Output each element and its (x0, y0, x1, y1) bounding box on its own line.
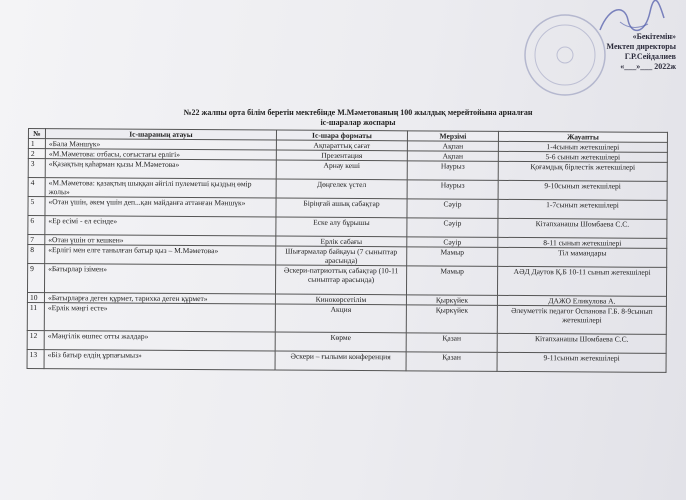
table-row (27, 302, 666, 334)
row-event-format: Кинокөрсетілім (275, 294, 406, 305)
row-number: 8 (28, 245, 45, 264)
row-responsible: ДАЖО Еликулова А. (497, 295, 666, 306)
row-responsible: Тіл мамандары (498, 247, 667, 267)
row-event-format: Акция (275, 304, 406, 333)
row-event-name: «М.Мәметова: қазақтың шыққан әйгілі пулеметші қыздың өмір жолы» (45, 178, 276, 198)
row-term: Қыркүйек (406, 305, 497, 334)
row-number: 9 (27, 264, 44, 293)
row-term: Наурыз (407, 180, 498, 200)
row-responsible: 9-11сынып жетекшілері (497, 352, 666, 372)
row-event-name: «Қазақтың қаһарман қызы М.Мәметова» (45, 159, 276, 179)
row-term: Наурыз (407, 161, 498, 181)
table-row (27, 264, 666, 297)
row-responsible: 9-10сынып жетекшілері (498, 180, 667, 200)
row-event-name: «Мәңгілік өшпес отты жалдар» (44, 331, 275, 351)
row-term: Сәуір (407, 199, 498, 219)
table-row (27, 349, 666, 372)
row-responsible: Кітапханашы Шомбаева С.С. (498, 218, 667, 238)
row-event-name: «М.Мәметова: отбасы, соғыстағы ерлігі» (45, 149, 276, 160)
title-line-2: іс-шаралар жоспары (320, 118, 396, 127)
document-title (40, 108, 676, 128)
row-responsible: 1-7сынып жетекшілері (498, 199, 667, 219)
row-event-name: «Ерлігі мен елге танылған батыр қыз – М.Мәметова» (45, 245, 276, 265)
row-responsible: АӘД Даутов Қ.Б 10-11 сынып жетекшілері (497, 266, 666, 296)
row-number: 12 (27, 330, 44, 349)
events-table (27, 128, 668, 373)
row-event-format: Әскери-патриоттық сабақтар (10-11 сыныптар арасында) (275, 265, 406, 295)
row-number: 7 (28, 235, 45, 245)
row-event-format: Арнау кеші (276, 160, 407, 180)
title-line-1: №22 жалпы орта білім беретін мектебінде М.Мәметованың 100 жылдық мерейтойына арналған (183, 108, 533, 117)
approval-signatory: Г.Р.Сейдалиев (624, 52, 676, 61)
row-event-name: «Біз батыр елдің ұрпағымыз» (44, 350, 275, 370)
row-term: Қазан (406, 352, 497, 372)
row-term: Ақпан (407, 151, 498, 162)
row-event-name: «Батырлар ізімен» (44, 264, 275, 294)
row-event-name: «Отан үшін от кешкен» (45, 235, 276, 246)
row-event-name: «Бала Мәншүк» (45, 139, 276, 150)
row-term: Ақпан (407, 141, 498, 152)
row-number: 4 (28, 178, 45, 197)
row-event-format: Көрме (275, 332, 406, 352)
header-event-format: Іс-шара форматы (276, 130, 407, 141)
row-number: 10 (27, 293, 44, 303)
row-term: Қазан (406, 333, 497, 353)
row-event-name: «Батырларға деген құрмет, тарихка деген құрмет» (44, 293, 275, 304)
row-number: 3 (28, 159, 45, 178)
row-term: Мамыр (407, 247, 498, 267)
row-responsible: 8-11 сынып жетекшілері (498, 237, 667, 248)
row-event-format: Дөңгелек үстел (276, 179, 407, 199)
row-term: Қыркүйек (406, 295, 497, 306)
row-event-format: Ақпараттық сағат (276, 140, 407, 151)
row-term: Сәуір (407, 237, 498, 248)
row-number: 1 (28, 139, 45, 149)
row-responsible: Кітапханашы Шомбаева С.С. (497, 333, 666, 353)
row-event-format: Презентация (276, 150, 407, 161)
row-event-name: «Ер есімі - ел есінде» (45, 216, 276, 236)
header-number: № (28, 129, 45, 139)
row-responsible: 5-6 сынып жетекшілері (498, 151, 667, 162)
approval-block (546, 32, 676, 72)
row-event-format: Еске алу бұрышы (276, 217, 407, 237)
header-term: Мерзімі (407, 131, 498, 142)
row-event-format: Ерлік сабағы (276, 236, 407, 247)
approval-heading: «Бекітемін» (632, 32, 676, 41)
row-event-format: Әскери – ғылыми конференция (275, 351, 406, 371)
row-responsible: Қоғамдық бірлестік жетекшілері (498, 161, 667, 181)
row-event-name: «Ерлік мәңгі есте» (44, 303, 275, 332)
row-term: Мамыр (406, 266, 497, 296)
row-responsible: Әлеуметтік педагог Оспанова Г.Б. 8-9сынып жетекшілері (497, 305, 666, 334)
row-number: 13 (27, 349, 44, 368)
row-number: 6 (28, 216, 45, 235)
row-number: 11 (27, 302, 44, 330)
header-responsible: Жауапты (498, 131, 667, 142)
row-event-format: Біріңғай ашық сабақтар (276, 198, 407, 218)
row-number: 2 (28, 149, 45, 159)
row-event-name: «Отан үшін, әкем үшін деп...қан майданға аттанған Мәншүк» (45, 197, 276, 217)
approval-date: «___»___ 2022ж (620, 62, 676, 71)
header-event-name: Іс-шараның атауы (45, 129, 276, 140)
row-responsible: 1-4сынып жетекшілері (498, 141, 667, 152)
row-term: Сәуір (407, 218, 498, 238)
approval-position: Мектеп директоры (606, 42, 676, 51)
row-event-format: Шығармалар байқауы (7 сыныптар арасында) (276, 246, 407, 266)
row-number: 5 (28, 197, 45, 216)
